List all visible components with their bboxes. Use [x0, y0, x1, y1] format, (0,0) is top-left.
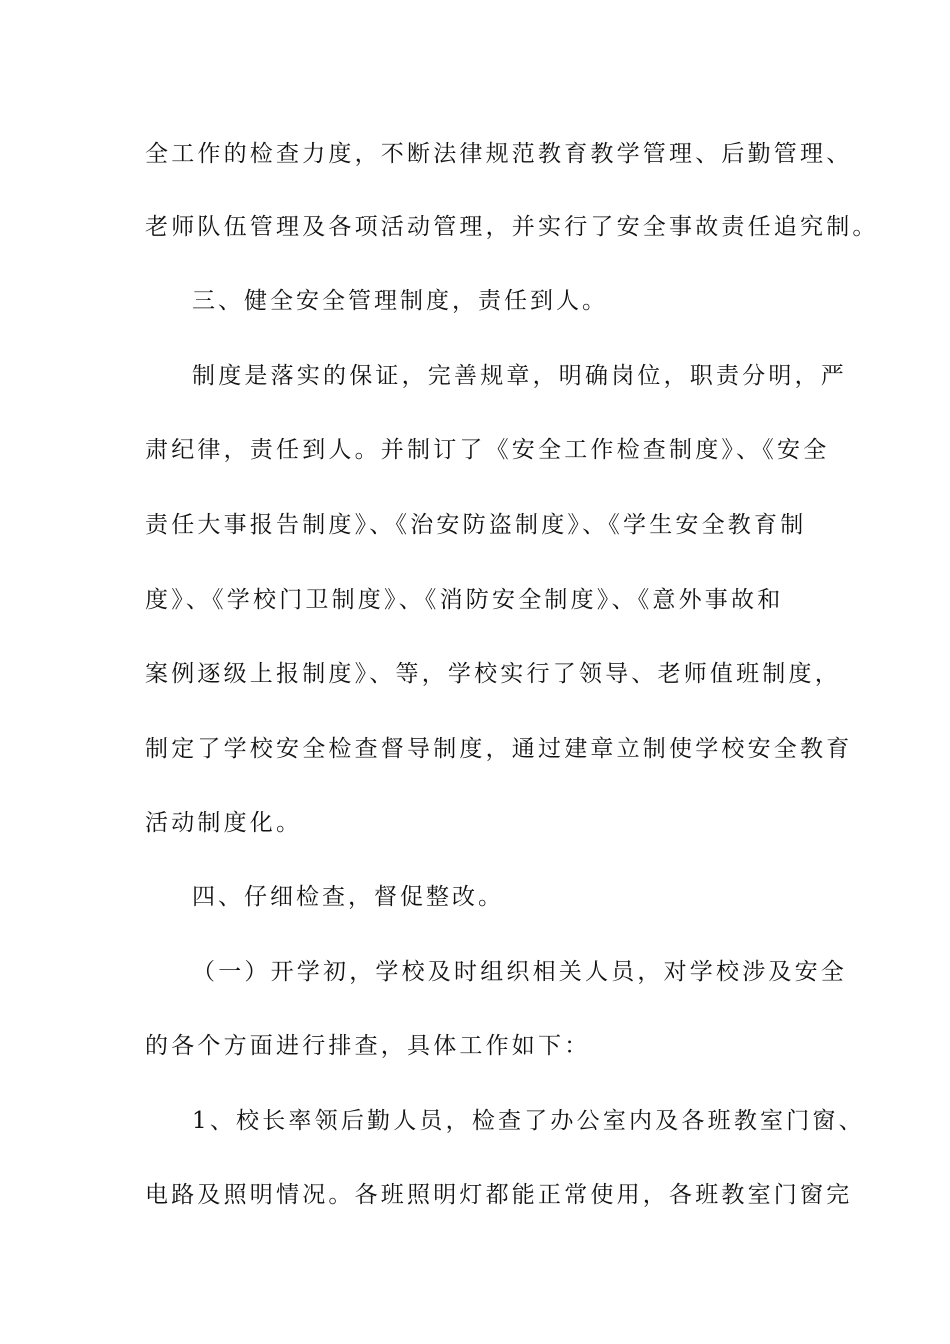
text-line: 制定了学校安全检查督导制度，通过建章立制使学校安全教育 — [145, 736, 853, 762]
text-line: （一）开学初，学校及时组织相关人员，对学校涉及安全 — [192, 959, 847, 985]
text-line: 肃纪律，责任到人。并制订了《安全工作检查制度》、《安全 — [145, 437, 830, 463]
text-line: 制度是落实的保证，完善规章，明确岗位，职责分明，严 — [192, 363, 847, 389]
text-line: 电路及照明情况。各班照明灯都能正常使用，各班教室门窗完 — [145, 1182, 853, 1208]
text-line: 1、校长率领后勤人员，检查了办公室内及各班教室门窗、 — [192, 1108, 865, 1134]
text-line: 全工作的检查力度，不断法律规范教育教学管理、后勤管理、 — [145, 141, 853, 167]
text-line: 老师队伍管理及各项活动管理，并实行了安全事故责任追究制。 — [145, 214, 879, 240]
text-line: 的各个方面进行排查，具体工作如下： — [145, 1033, 591, 1059]
text-line: 活动制度化。 — [145, 810, 303, 836]
text-line: 度》、《学校门卫制度》、《消防安全制度》、《意外事故和 — [145, 587, 784, 613]
section-heading: 四、仔细检查，督促整改。 — [192, 884, 504, 910]
section-heading: 三、健全安全管理制度，责任到人。 — [192, 288, 608, 314]
text-line: 案例逐级上报制度》、等，学校实行了领导、老师值班制度， — [145, 661, 841, 687]
text-line: 责任大事报告制度》、《治安防盗制度》、《学生安全教育制 — [145, 512, 807, 538]
